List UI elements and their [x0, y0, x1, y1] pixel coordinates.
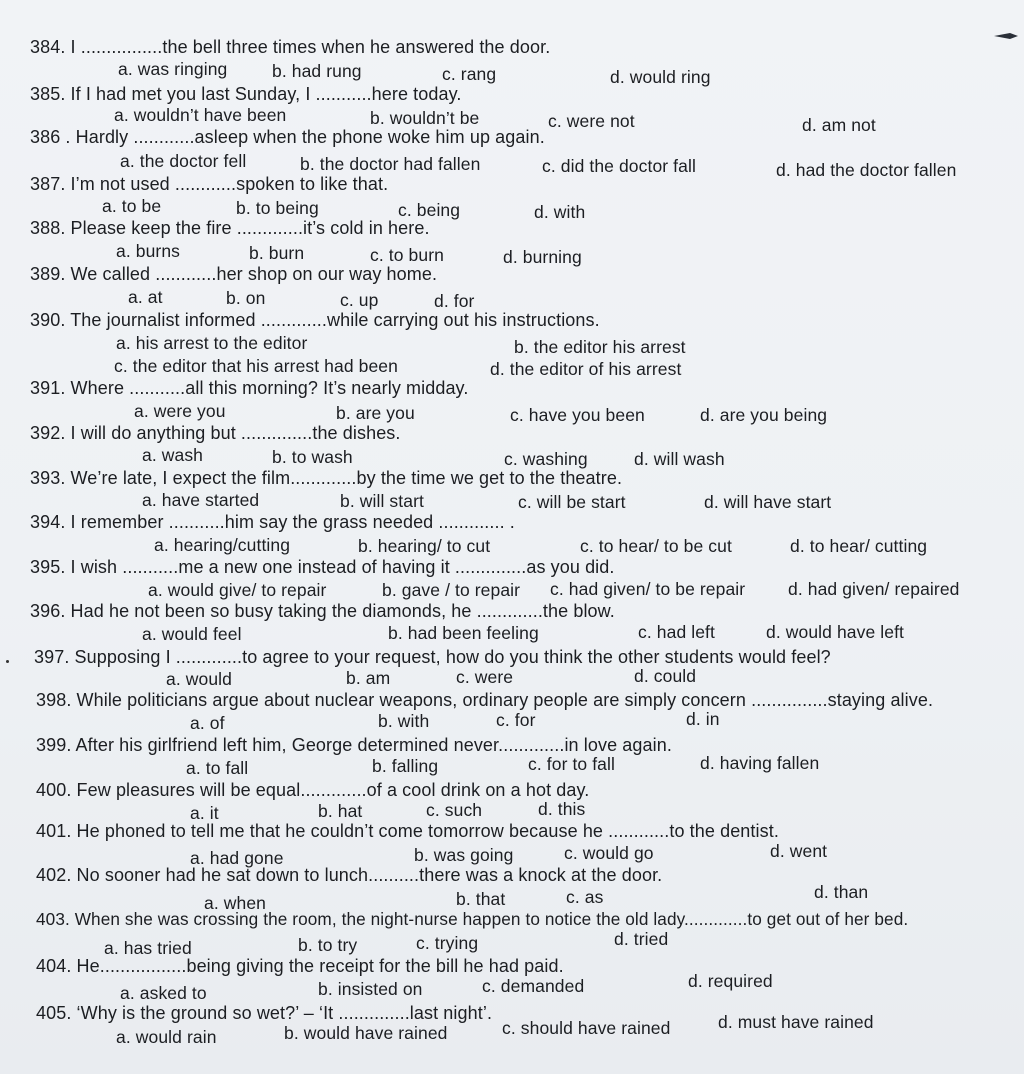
- option-390-b: b. the editor his arrest: [514, 337, 686, 357]
- option-387-d: d. with: [534, 202, 586, 222]
- question-400: 400. Few pleasures will be equal.............of a cool drink on a hot day.: [36, 780, 590, 800]
- option-403-b: b. to try: [298, 935, 358, 955]
- option-397-c: c. were: [456, 667, 514, 687]
- question-403: 403. When she was crossing the room, the night-nurse happen to notice the old lady.............to get out of her bed.: [36, 909, 909, 929]
- option-405-b: b. would have rained: [284, 1023, 448, 1043]
- option-388-c: c. to burn: [370, 245, 444, 265]
- question-392: 392. I will do anything but ..............the dishes.: [30, 423, 401, 443]
- stray-dot: [6, 660, 9, 663]
- option-404-b: b. insisted on: [318, 979, 423, 999]
- option-404-d: d. required: [688, 971, 773, 991]
- option-391-c: c. have you been: [510, 405, 645, 425]
- option-394-d: d. to hear/ cutting: [790, 536, 928, 556]
- option-384-a: a. was ringing: [118, 59, 228, 79]
- option-396-c: c. had left: [638, 622, 715, 642]
- option-393-a: a. have started: [142, 490, 260, 510]
- option-396-a: a. would feel: [142, 624, 242, 644]
- option-399-a: a. to fall: [186, 758, 249, 778]
- question-398: 398. While politicians argue about nuclear weapons, ordinary people are simply concern ...............staying alive.: [36, 690, 934, 710]
- option-401-a: a. had gone: [190, 848, 284, 868]
- option-397-b: b. am: [346, 668, 391, 688]
- option-386-b: b. the doctor had fallen: [300, 154, 481, 174]
- option-393-d: d. will have start: [704, 492, 832, 512]
- option-390-a: a. his arrest to the editor: [116, 333, 308, 353]
- option-388-b: b. burn: [249, 243, 305, 263]
- option-400-c: c. such: [426, 800, 483, 820]
- question-386: 386 . Hardly ............asleep when the phone woke him up again.: [30, 127, 545, 147]
- question-388: 388. Please keep the fire .............it’s cold in here.: [30, 218, 430, 238]
- option-394-c: c. to hear/ to be cut: [580, 536, 732, 556]
- option-396-d: d. would have left: [766, 622, 904, 642]
- option-403-a: a. has tried: [104, 938, 192, 958]
- option-405-c: c. should have rained: [502, 1018, 671, 1038]
- option-389-d: d. for: [434, 291, 475, 311]
- option-394-a: a. hearing/cutting: [154, 535, 291, 555]
- option-401-c: c. would go: [564, 843, 654, 863]
- option-392-c: c. washing: [504, 449, 588, 469]
- option-403-c: c. trying: [416, 933, 479, 953]
- option-394-b: b. hearing/ to cut: [358, 536, 491, 556]
- option-399-d: d. having fallen: [700, 753, 820, 773]
- option-386-a: a. the doctor fell: [120, 151, 247, 171]
- option-388-a: a. burns: [116, 241, 181, 261]
- option-391-d: d. are you being: [700, 405, 828, 425]
- option-402-d: d. than: [814, 882, 869, 902]
- option-395-b: b. gave / to repair: [382, 580, 521, 600]
- option-385-d: d. am not: [802, 115, 876, 135]
- option-384-c: c. rang: [442, 64, 497, 84]
- question-390: 390. The journalist informed .............while carrying out his instructions.: [30, 310, 600, 330]
- option-401-d: d. went: [770, 841, 828, 861]
- question-402: 402. No sooner had he sat down to lunch..........there was a knock at the door.: [36, 865, 663, 885]
- question-391: 391. Where ...........all this morning? It’s nearly midday.: [30, 378, 469, 398]
- option-397-d: d. could: [634, 666, 697, 686]
- option-398-c: c. for: [496, 710, 536, 730]
- option-390-d: d. the editor of his arrest: [490, 359, 682, 379]
- question-401: 401. He phoned to tell me that he couldn’t come tomorrow because he ............to the dentist.: [36, 821, 779, 841]
- question-405: 405. ‘Why is the ground so wet?’ – ‘It ..............last night’.: [36, 1003, 493, 1023]
- option-386-d: d. had the doctor fallen: [776, 160, 957, 180]
- option-400-b: b. hat: [318, 801, 363, 821]
- option-400-d: d. this: [538, 799, 586, 819]
- option-388-d: d. burning: [503, 247, 582, 267]
- option-392-a: a. wash: [142, 445, 204, 465]
- option-393-c: c. will be start: [518, 492, 626, 512]
- option-391-a: a. were you: [134, 401, 226, 421]
- question-396: 396. Had he not been so busy taking the diamonds, he .............the blow.: [30, 601, 615, 621]
- option-389-b: b. on: [226, 288, 266, 308]
- pen-mark-icon: [992, 30, 1020, 42]
- option-386-c: c. did the doctor fall: [542, 156, 696, 176]
- option-395-d: d. had given/ repaired: [788, 579, 960, 599]
- option-402-b: b. that: [456, 889, 506, 909]
- option-404-c: c. demanded: [482, 976, 585, 996]
- option-393-b: b. will start: [340, 491, 424, 511]
- question-394: 394. I remember ...........him say the grass needed ............. .: [30, 512, 515, 532]
- option-389-a: a. at: [128, 287, 163, 307]
- option-399-c: c. for to fall: [528, 754, 615, 774]
- question-399: 399. After his girlfriend left him, George determined never.............in love again.: [36, 735, 672, 755]
- option-401-b: b. was going: [414, 845, 514, 865]
- option-385-c: c. were not: [548, 111, 635, 131]
- option-397-a: a. would: [166, 669, 232, 689]
- option-387-c: c. being: [398, 200, 461, 220]
- option-399-b: b. falling: [372, 756, 439, 776]
- question-385: 385. If I had met you last Sunday, I ...........here today.: [30, 84, 462, 104]
- question-397: 397. Supposing I .............to agree to your request, how do you think the other students would feel?: [34, 647, 831, 667]
- option-387-a: a. to be: [102, 196, 162, 216]
- option-384-b: b. had rung: [272, 61, 362, 81]
- option-400-a: a. it: [190, 803, 219, 823]
- option-398-d: d. in: [686, 709, 720, 729]
- option-385-b: b. wouldn’t be: [370, 108, 480, 128]
- option-405-d: d. must have rained: [718, 1012, 874, 1032]
- option-402-c: c. as: [566, 887, 604, 907]
- question-387: 387. I’m not used ............spoken to like that.: [30, 174, 389, 194]
- option-385-a: a. wouldn’t have been: [114, 105, 287, 125]
- option-398-a: a. of: [190, 713, 225, 733]
- option-403-d: d. tried: [614, 929, 669, 949]
- option-395-a: a. would give/ to repair: [148, 580, 327, 600]
- option-384-d: d. would ring: [610, 67, 711, 87]
- option-392-b: b. to wash: [272, 447, 353, 467]
- option-405-a: a. would rain: [116, 1027, 217, 1047]
- option-398-b: b. with: [378, 711, 430, 731]
- option-391-b: b. are you: [336, 403, 415, 423]
- option-389-c: c. up: [340, 290, 379, 310]
- question-395: 395. I wish ...........me a new one instead of having it ..............as you did.: [30, 557, 615, 577]
- option-396-b: b. had been feeling: [388, 623, 539, 643]
- option-390-c: c. the editor that his arrest had been: [114, 356, 398, 376]
- question-393: 393. We’re late, I expect the film.............by the time we get to the theatre.: [30, 468, 623, 488]
- question-404: 404. He.................being giving the receipt for the bill he had paid.: [36, 956, 564, 976]
- question-384: 384. I ................the bell three times when he answered the door.: [30, 37, 551, 57]
- option-395-c: c. had given/ to be repair: [550, 579, 746, 599]
- option-402-a: a. when: [204, 893, 266, 913]
- option-392-d: d. will wash: [634, 449, 725, 469]
- option-404-a: a. asked to: [120, 983, 207, 1003]
- option-387-b: b. to being: [236, 198, 319, 218]
- question-389: 389. We called ............her shop on our way home.: [30, 264, 438, 284]
